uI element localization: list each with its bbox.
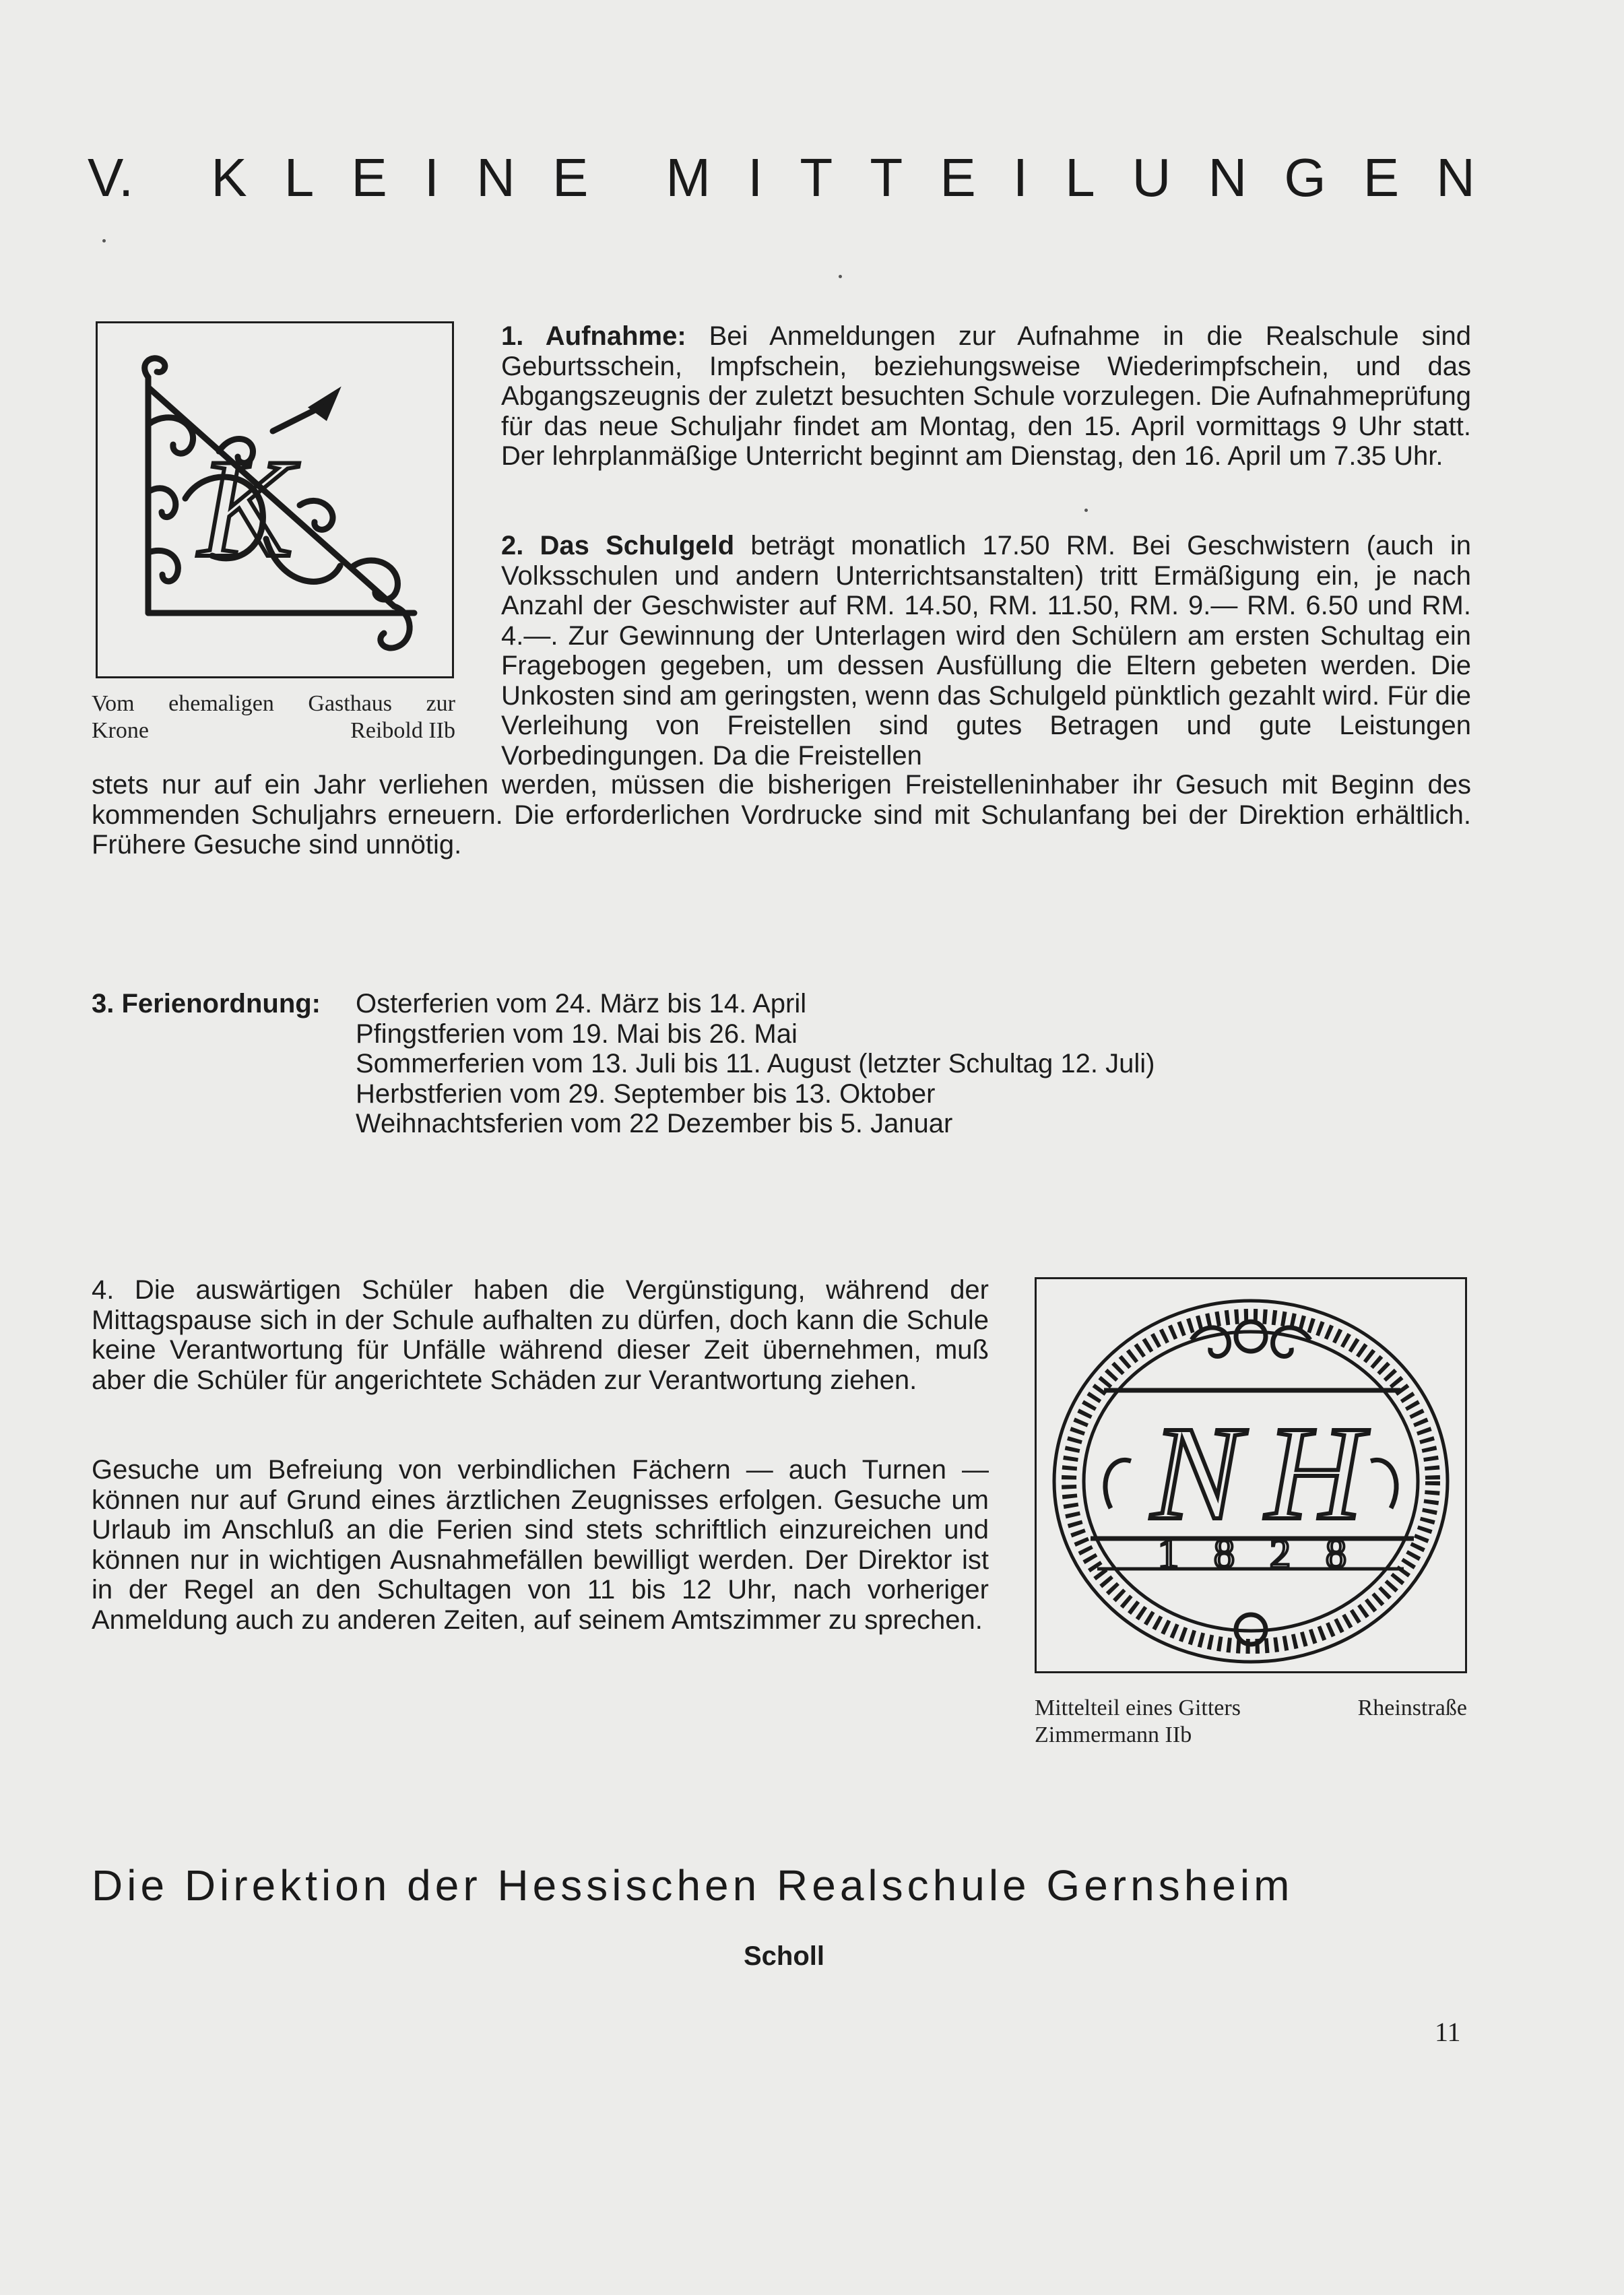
figure-bracket-frame [96, 321, 454, 678]
heading-letter: E [1363, 148, 1400, 207]
heading-letter: E [940, 148, 976, 207]
heading-letter: N [1436, 148, 1475, 207]
section-aufnahme-label: 1. Aufnahme: [501, 321, 686, 351]
heading-letter: I [1012, 148, 1028, 207]
heading-letter: I [748, 148, 763, 207]
signature-name: Scholl [744, 1941, 825, 1971]
figure-gate-caption [1035, 1695, 1467, 1749]
caption-author: Zimmermann IIb [1035, 1722, 1192, 1747]
heading-letter: E [351, 148, 387, 207]
figure-gate-frame [1035, 1277, 1467, 1673]
heading-letter: V. [88, 148, 134, 207]
caption-line: Vom ehemaligen Gasthaus zur [92, 691, 455, 716]
heading-letter: E [552, 148, 589, 207]
print-speck [102, 239, 106, 243]
heading-letter: N [1208, 148, 1247, 207]
heading-letter: M [665, 148, 711, 207]
caption-place: Rheinstraße [1357, 1695, 1467, 1720]
print-speck [839, 275, 842, 278]
caption-title: Mittelteil eines Gitters [1035, 1695, 1241, 1720]
section-ferienordnung-label: 3. Ferienordnung: [92, 989, 321, 1019]
section-schulgeld-continuation: stets nur auf ein Jahr verliehen werden, müssen die bisherigen Freistelleninhaber ihr Gesuch mit Beginn des kommenden Schuljahrs erneuern. Die erforderlichen Vordrucke sind mit Schulanfang bei der Direktion erhältlich. Frühere Gesuche sind unnötig. [92, 770, 1471, 860]
heading-letter: I [424, 148, 440, 207]
ferien-item: Pfingstferien vom 19. Mai bis 26. Mai [356, 1019, 798, 1049]
laurel-wreath [1069, 1316, 1433, 1646]
ferien-item: Herbstferien vom 29. September bis 13. Oktober [356, 1078, 936, 1109]
section-auswaertige-schueler: 4. Die auswärtigen Schüler haben die Vergünstigung, während der Mittagspause sich in der Schule aufhalten zu dürfen, doch kann die Schule keine Verantwortung für Unfälle während dieser Zeit übernehmen, muß aber die Schüler für angerichtete Schäden zur Verantwortung ziehen. [92, 1275, 989, 1395]
heading-letter: K [211, 148, 247, 207]
gate-year: 1828 [1158, 1531, 1382, 1577]
bracket-monogram: K [199, 430, 294, 587]
heading-letter: T [870, 148, 903, 207]
school-direction-signature-line: Die Direktion der Hessischen Realschule Gernsheim [92, 1861, 1294, 1910]
heading-letter: T [800, 148, 833, 207]
gate-monogram-illustration [1037, 1279, 1465, 1671]
figure-bracket-caption [92, 690, 455, 744]
ferien-item: Osterferien vom 24. März bis 14. April [356, 989, 807, 1019]
print-speck [1084, 509, 1088, 512]
ferien-list [356, 989, 1155, 1139]
section-aufnahme [501, 321, 1471, 472]
heading-letter: L [284, 148, 315, 207]
section-heading [88, 147, 1475, 209]
gate-monogram-left: N [1151, 1399, 1241, 1548]
gate-monogram-right: H [1266, 1399, 1363, 1548]
caption-author: Reibold IIb [350, 718, 455, 743]
heading-letter: U [1132, 148, 1171, 207]
section-schulgeld [501, 531, 1471, 771]
heading-letter: G [1284, 148, 1326, 207]
section-schulgeld-text: beträgt monatlich 17.50 RM. Bei Geschwistern (auch in Volksschulen und andern Unterrichtsanstalten) tritt Ermäßigung ein, je nach Anzahl der Geschwister auf RM. 14.50, RM. 11.50, RM. 9.— RM. 6.50 und RM. 4.—. Zur Gewinnung der Unterlagen wird den Schülern am ersten Schultag ein Fragebogen gegeben, um dessen Ausfüllung die Eltern gebeten werden. Die Unkosten sind am geringsten, wenn das Schulgeld pünktlich gezahlt wird. Für die Verleihung von Freistellen sind gutes Betragen und gute Leistungen Vorbedingungen. Da die Freistellen [501, 531, 1471, 771]
heading-letter: N [476, 148, 515, 207]
caption-place: Krone [92, 718, 149, 743]
section-schulgeld-label: 2. Das Schulgeld [501, 531, 735, 560]
section-aufnahme-text: Bei Anmeldungen zur Aufnahme in die Realschule sind Geburtsschein, Impfschein, beziehungsweise Wiederimpfschein, und das Abgangszeugnis der zuletzt besuchten Schule vorzulegen. Die Aufnahmeprüfung für das neue Schuljahr findet am Montag, den 15. April vormittags 9 Uhr statt. Der lehrplanmäßige Unterricht beginnt am Dienstag, den 16. April um 7.35 Uhr. [501, 321, 1471, 471]
section-gesuche: Gesuche um Befreiung von verbindlichen Fächern — auch Turnen — können nur auf Grund eines ärztlichen Zeugnisses erfolgen. Gesuche um Urlaub im Anschluß an die Ferien sind stets schriftlich einzureichen und können nur in wichtigen Ausnahmefällen bewilligt werden. Der Direktor ist in der Regel an den Schultagen von 11 bis 12 Uhr, nach vorheriger Anmeldung auch zu anderen Zeiten, auf seinem Amtszimmer zu sprechen. [92, 1455, 989, 1635]
heading-letter: L [1065, 148, 1095, 207]
ferien-item: Sommerferien vom 13. Juli bis 11. August (letzter Schultag 12. Juli) [356, 1049, 1155, 1078]
wrought-iron-bracket-illustration [98, 323, 452, 676]
page-number: 11 [1435, 2017, 1461, 2047]
ferien-item: Weihnachtsferien vom 22 Dezember bis 5. Januar [356, 1109, 953, 1138]
